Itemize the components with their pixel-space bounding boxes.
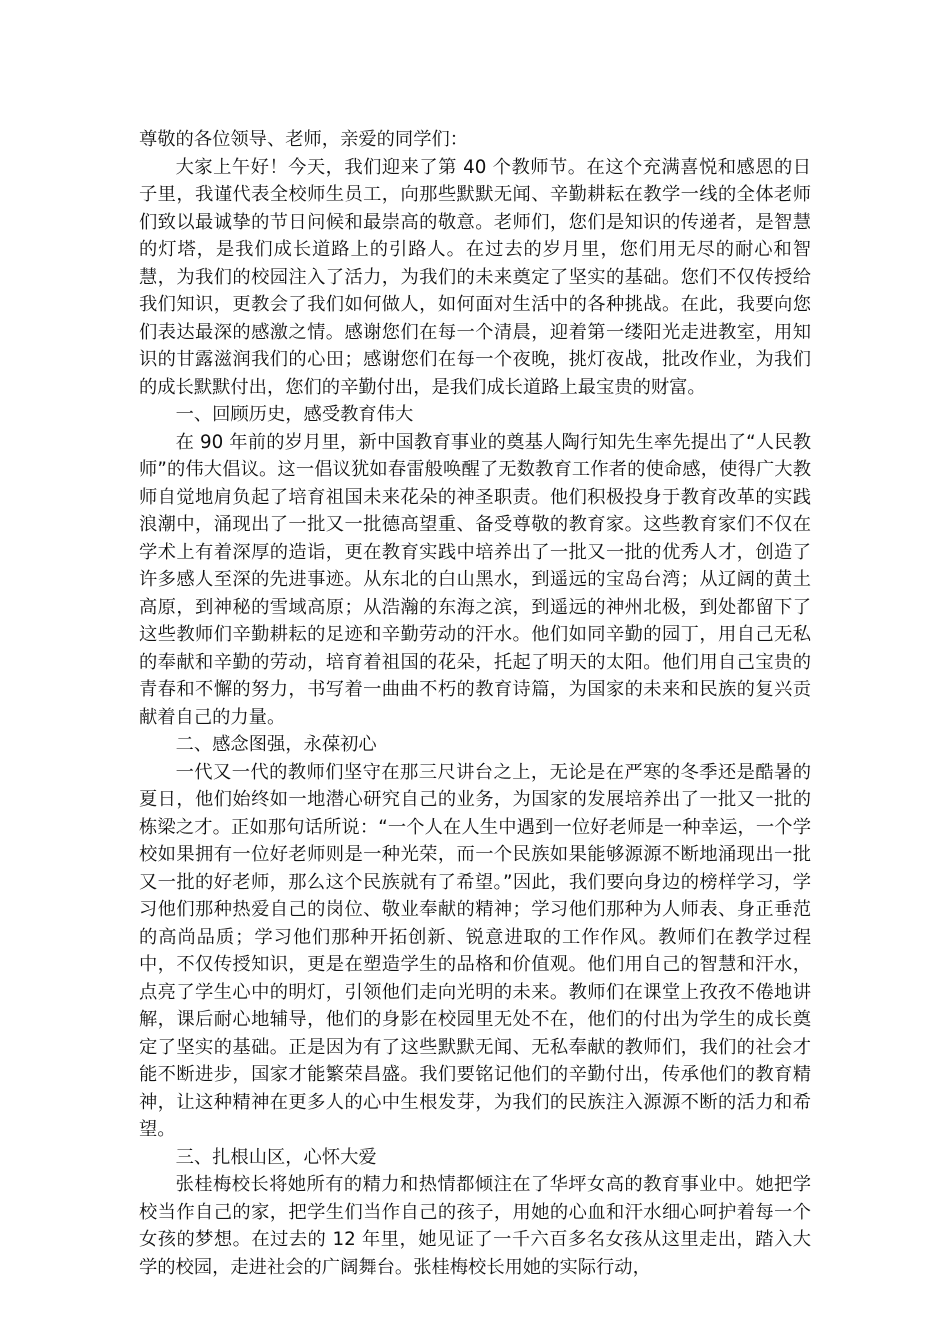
intro-paragraph: 大家上午好！今天，我们迎来了第 40 个教师节。在这个充满喜悦和感恩的日子里，我谨代表全校师生员工，向那些默默无闻、辛勤耕耘在教学一线的全体老师们致以最诚挚的节日问候和最崇高的敬意。老师们，您们是知识的传递者，是智慧的灯塔，是我们成长道路上的引路人。在过去的岁月里，您们用无尽的耐心和智慧，为我们的校园注入了活力，为我们的未来奠定了坚实的基础。您们不仅传授给我们知识，更教会了我们如何做人，如何面对生活中的各种挑战。在此，我要向您们表达最深的感激之情。感谢您们在每一个清晨，迎着第一缕阳光走进教室，用知识的甘露滋润我们的心田；感谢您们在每一个夜晚，挑灯夜战，批改作业，为我们的成长默默付出，您们的辛勤付出，是我们成长道路上最宝贵的财富。 xyxy=(139,156,811,398)
section-heading-2: 二、感念图强，永葆初心 xyxy=(175,734,377,755)
speech-text xyxy=(139,126,811,1281)
salutation: 尊敬的各位领导、老师，亲爱的同学们： xyxy=(139,129,469,150)
section-paragraph-2: 一代又一代的教师们坚守在那三尺讲台之上，无论是在严寒的冬季还是酷暑的夏日，他们始终如一地潜心研究自己的业务，为国家的发展培养出了一批又一批的栋梁之才。正如那句话所说：“一个人在人生中遇到一位好老师是一种幸运，一个学校如果拥有一位好老师则是一种光荣，而一个民族如果能够源源不断地涌现出一批又一批的好老师，那么这个民族就有了希望。”因此，我们要向身边的榜样学习，学习他们那种热爱自己的岗位、敬业奉献的精神；学习他们那种为人师表、身正垂范的高尚品质；学习他们那种开拓创新、锐意进取的工作作风。教师们在教学过程中，不仅传授知识，更是在塑造学生的品格和价值观。他们用自己的智慧和汗水，点亮了学生心中的明灯，引领他们走向光明的未来。教师们在课堂上孜孜不倦地讲解，课后耐心地辅导，他们的身影在校园里无处不在，他们的付出为学生的成长奠定了坚实的基础。正是因为有了这些默默无闻、无私奉献的教师们，我们的社会才能不断进步，国家才能繁荣昌盛。我们要铭记他们的辛勤付出，传承他们的教育精神，让这种精神在更多人的心中生根发芽，为我们的民族注入源源不断的活力和希望。 xyxy=(139,761,811,1140)
section-heading-3: 三、扎根山区，心怀大爱 xyxy=(175,1146,377,1168)
section-paragraph-3: 张桂梅校长将她所有的精力和热情都倾注在了华坪女高的教育事业中。她把学校当作自己的家，把学生们当作自己的孩子，用她的心血和汗水细心呵护着每一个女孩的梦想。在过去的 12 年里，她见证了一千六百多名女孩从这里走出，踏入大学的校园，走进社会的广阔舞台。张桂梅校长用她的实际行动， xyxy=(139,1174,811,1278)
section-heading-1: 一、回顾历史，感受教育伟大 xyxy=(175,404,414,425)
section-paragraph-1: 在 90 年前的岁月里，新中国教育事业的奠基人陶行知先生率先提出了“人民教师”的伟大倡议。这一倡议犹如春雷般唤醒了无数教育工作者的使命感，使得广大教师自觉地肩负起了培育祖国未来花朵的神圣职责。他们积极投身于教育改革的实践浪潮中，涌现出了一批又一批德高望重、备受尊敬的教育家。这些教育家们不仅在学术上有着深厚的造诣，更在教育实践中培养出了一批又一批的优秀人才，创造了许多感人至深的先进事迹。从东北的白山黑水，到遥远的宝岛台湾；从辽阔的黄土高原，到神秘的雪域高原；从浩瀚的东海之滨，到遥远的神州北极，到处都留下了这些教师们辛勤耕耘的足迹和辛勤劳动的汗水。他们如同辛勤的园丁，用自己无私的奉献和辛勤的劳动，培育着祖国的花朵，托起了明天的太阳。他们用自己宝贵的青春和不懈的努力，书写着一曲曲不朽的教育诗篇，为国家的未来和民族的复兴贡献着自己的力量。 xyxy=(139,431,811,728)
